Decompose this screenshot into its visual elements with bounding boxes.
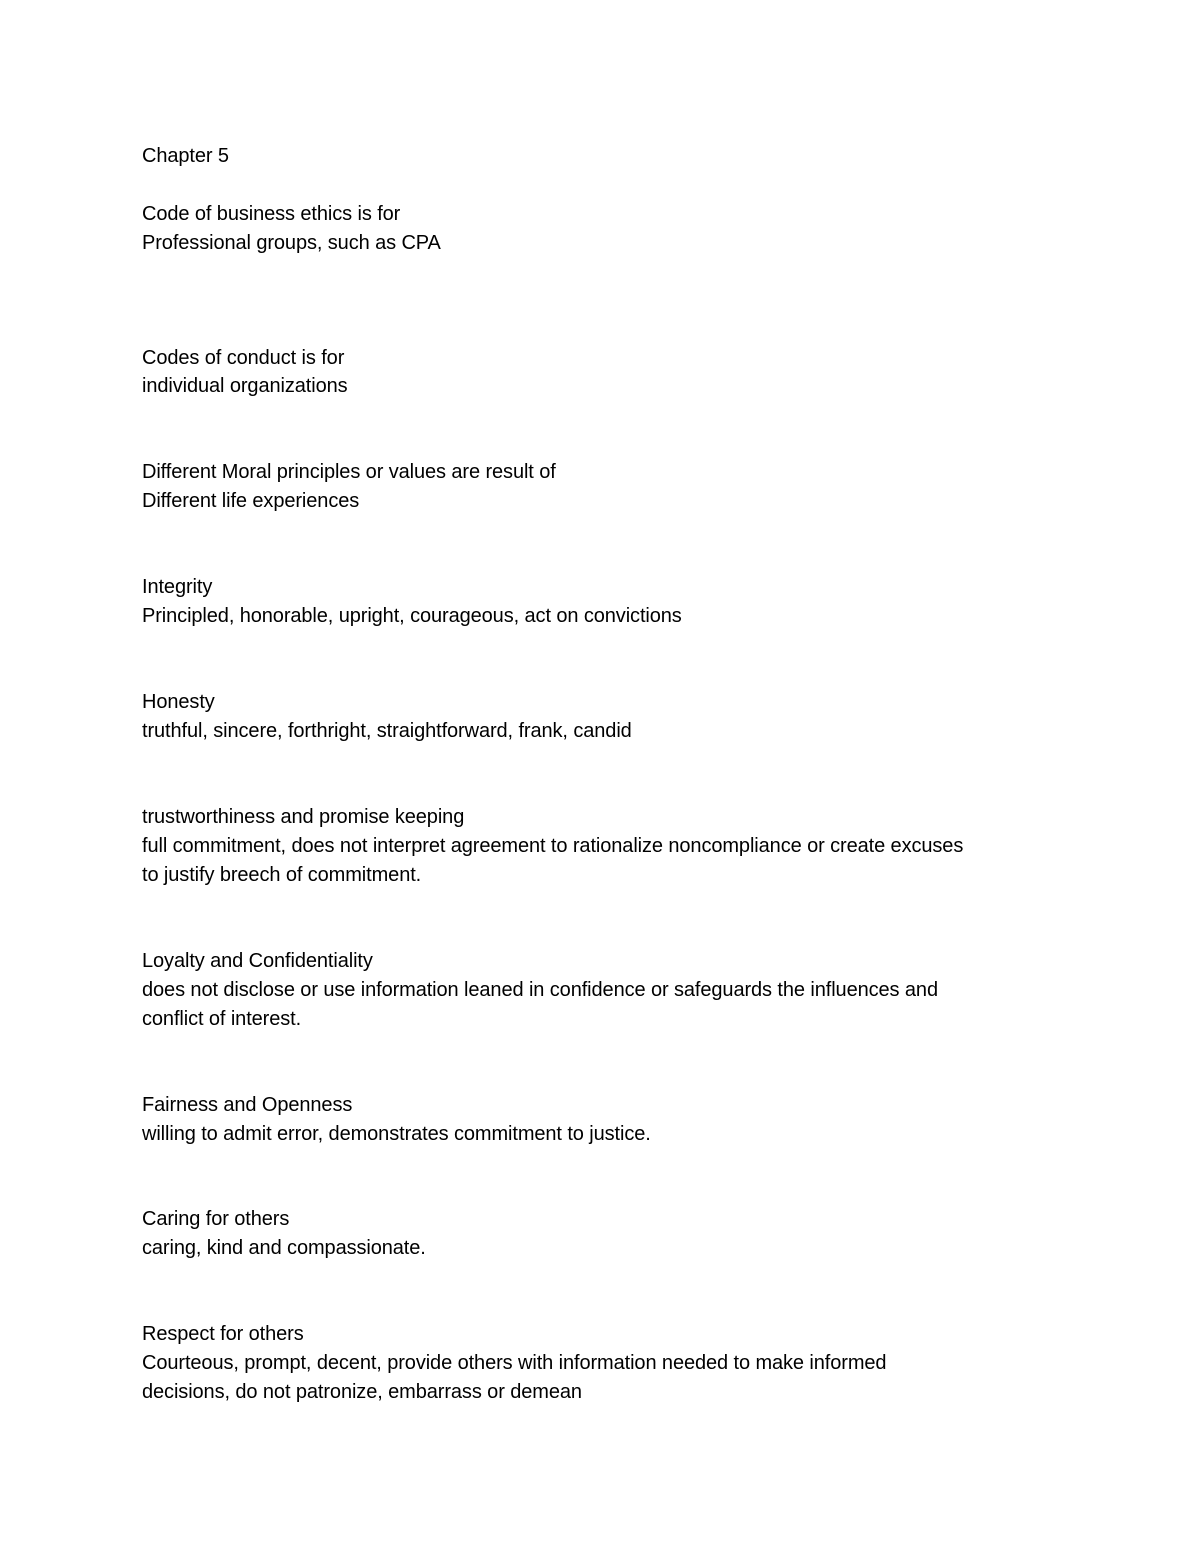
entry-term: Integrity	[142, 576, 213, 598]
entry-definition: full commitment, does not interpret agreement to rationalize noncompliance or create excuses	[142, 835, 964, 857]
entry-definition: to justify breech of commitment.	[142, 864, 422, 886]
entry-definition: conflict of interest.	[142, 1008, 302, 1030]
page-title: Chapter 5	[142, 145, 229, 167]
entry-term: Loyalty and Confidentiality	[142, 950, 373, 972]
entry-definition: willing to admit error, demonstrates commitment to justice.	[142, 1123, 651, 1145]
entry-definition: caring, kind and compassionate.	[142, 1237, 426, 1259]
entry-definition: truthful, sincere, forthright, straightforward, frank, candid	[142, 720, 632, 742]
entry-definition: Professional groups, such as CPA	[142, 232, 441, 254]
entry-term: Code of business ethics is for	[142, 203, 401, 225]
entry-definition: individual organizations	[142, 375, 348, 397]
entry-term: Different Moral principles or values are result of	[142, 461, 556, 483]
entry-definition: Courteous, prompt, decent, provide others with information needed to make informed	[142, 1352, 887, 1374]
entry-definition: does not disclose or use information leaned in confidence or safeguards the influences and	[142, 979, 938, 1001]
entry-term: trustworthiness and promise keeping	[142, 806, 465, 828]
entry-definition: decisions, do not patronize, embarrass or demean	[142, 1381, 582, 1403]
entry-term: Caring for others	[142, 1208, 290, 1230]
entry-term: Respect for others	[142, 1323, 304, 1345]
entry-term: Honesty	[142, 691, 215, 713]
entry-term: Codes of conduct is for	[142, 347, 345, 369]
entry-definition: Principled, honorable, upright, courageous, act on convictions	[142, 605, 682, 627]
entry-definition: Different life experiences	[142, 490, 360, 512]
entry-term: Fairness and Openness	[142, 1094, 353, 1116]
